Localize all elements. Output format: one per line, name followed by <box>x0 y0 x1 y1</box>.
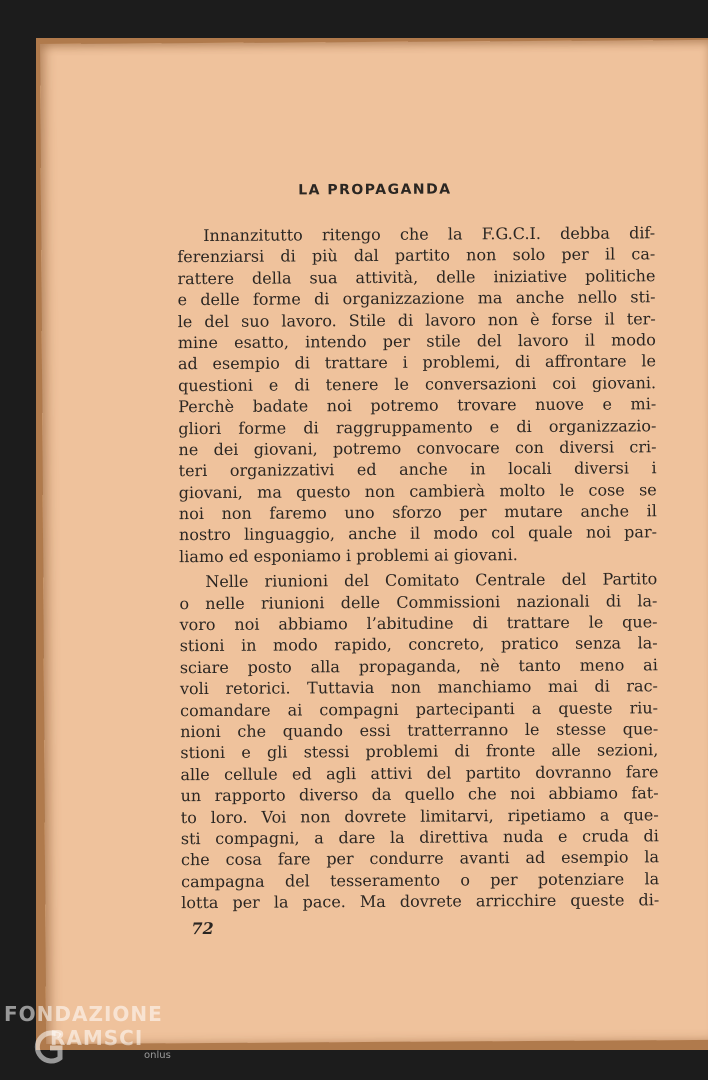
body-text <box>177 222 659 913</box>
text-line: Nelle riunioni del Comitato Centrale del Partito <box>205 569 658 592</box>
watermark <box>4 1000 204 1080</box>
book-page <box>40 40 708 1044</box>
text-line: stioni in modo rapido, concreto, pratico senza la- <box>179 633 658 656</box>
text-line: alle cellule ed agli attivi del partito dovranno fare <box>180 762 659 784</box>
text-line: sti compagni, a dare la direttiva nuda e cruda di <box>180 826 659 849</box>
text-line: mine esatto, intendo per stile del lavoro il modo <box>177 330 656 353</box>
text-line: liamo ed esponiamo i problemi ai giovani. <box>179 544 518 567</box>
text-line: o nelle riunioni delle Commissioni nazionali di la- <box>179 590 658 613</box>
text-line: campagna del tesseramento o per potenziare la <box>181 868 660 891</box>
text-line: nioni che quando essi tratterranno le stesse que- <box>180 719 659 742</box>
text-line: Perchè badate noi potremo trovare nuove e mi- <box>178 394 657 417</box>
text-line: ad esempio di trattare i problemi, di affrontare le <box>177 351 657 374</box>
paragraph-2 <box>179 568 659 913</box>
text-line: rattere della sua attività, delle iniziative politiche <box>177 266 656 288</box>
text-line: stioni e gli stessi problemi di fronte alle sezioni, <box>180 740 659 763</box>
paragraph-1 <box>177 222 657 567</box>
watermark-suffix: onlus <box>144 1050 171 1061</box>
text-line: voli retorici. Tuttavia non manchiamo mai di rac- <box>179 676 658 699</box>
watermark-line-1: FONDAZIONE <box>4 1002 163 1026</box>
text-line: Innanzitutto ritengo che la F.G.C.I. debba dif- <box>203 223 656 246</box>
text-line: nostro linguaggio, anche il modo col quale noi par- <box>178 522 658 545</box>
watermark-line-2: RAMSCI <box>50 1026 144 1050</box>
text-line: noi non faremo uno sforzo per mutare anche il <box>178 501 657 524</box>
text-line: che cosa fare per condurre avanti ad esempio la <box>180 847 660 870</box>
text-line: teri organizzativi ed anche in locali diversi i <box>178 458 657 481</box>
text-line: voro noi abbiamo l’abitudine di trattare le que- <box>179 612 658 635</box>
chapter-heading: LA PROPAGANDA <box>298 181 452 199</box>
text-line: questioni e di tenere le conversazioni coi giovani. <box>178 372 657 395</box>
text-line: giovani, ma questo non cambierà molto le cose se <box>178 479 657 502</box>
text-line: to loro. Voi non dovrete limitarvi, ripetiamo a que- <box>180 804 659 827</box>
text-line: ne dei giovani, potremo convocare con diversi cri- <box>178 437 657 460</box>
text-line: un rapporto diverso da quello che noi abbiamo fat- <box>180 783 659 806</box>
text-line: gliori forme di raggruppamento e di organizzazio- <box>178 415 657 438</box>
text-line: ferenziarsi di più dal partito non solo per il ca- <box>177 244 656 267</box>
text-line: sciare posto alla propaganda, nè tanto meno ai <box>179 655 658 677</box>
text-line: lotta per la pace. Ma dovrete arricchire queste di- <box>181 890 660 913</box>
text-line: e delle forme di organizzazione ma anche nello sti- <box>177 287 656 310</box>
page-number: 72 <box>191 918 214 939</box>
text-line: comandare ai compagni partecipanti a queste riu- <box>180 697 659 720</box>
text-line: le del suo lavoro. Stile di lavoro non è forse il ter- <box>177 308 656 331</box>
